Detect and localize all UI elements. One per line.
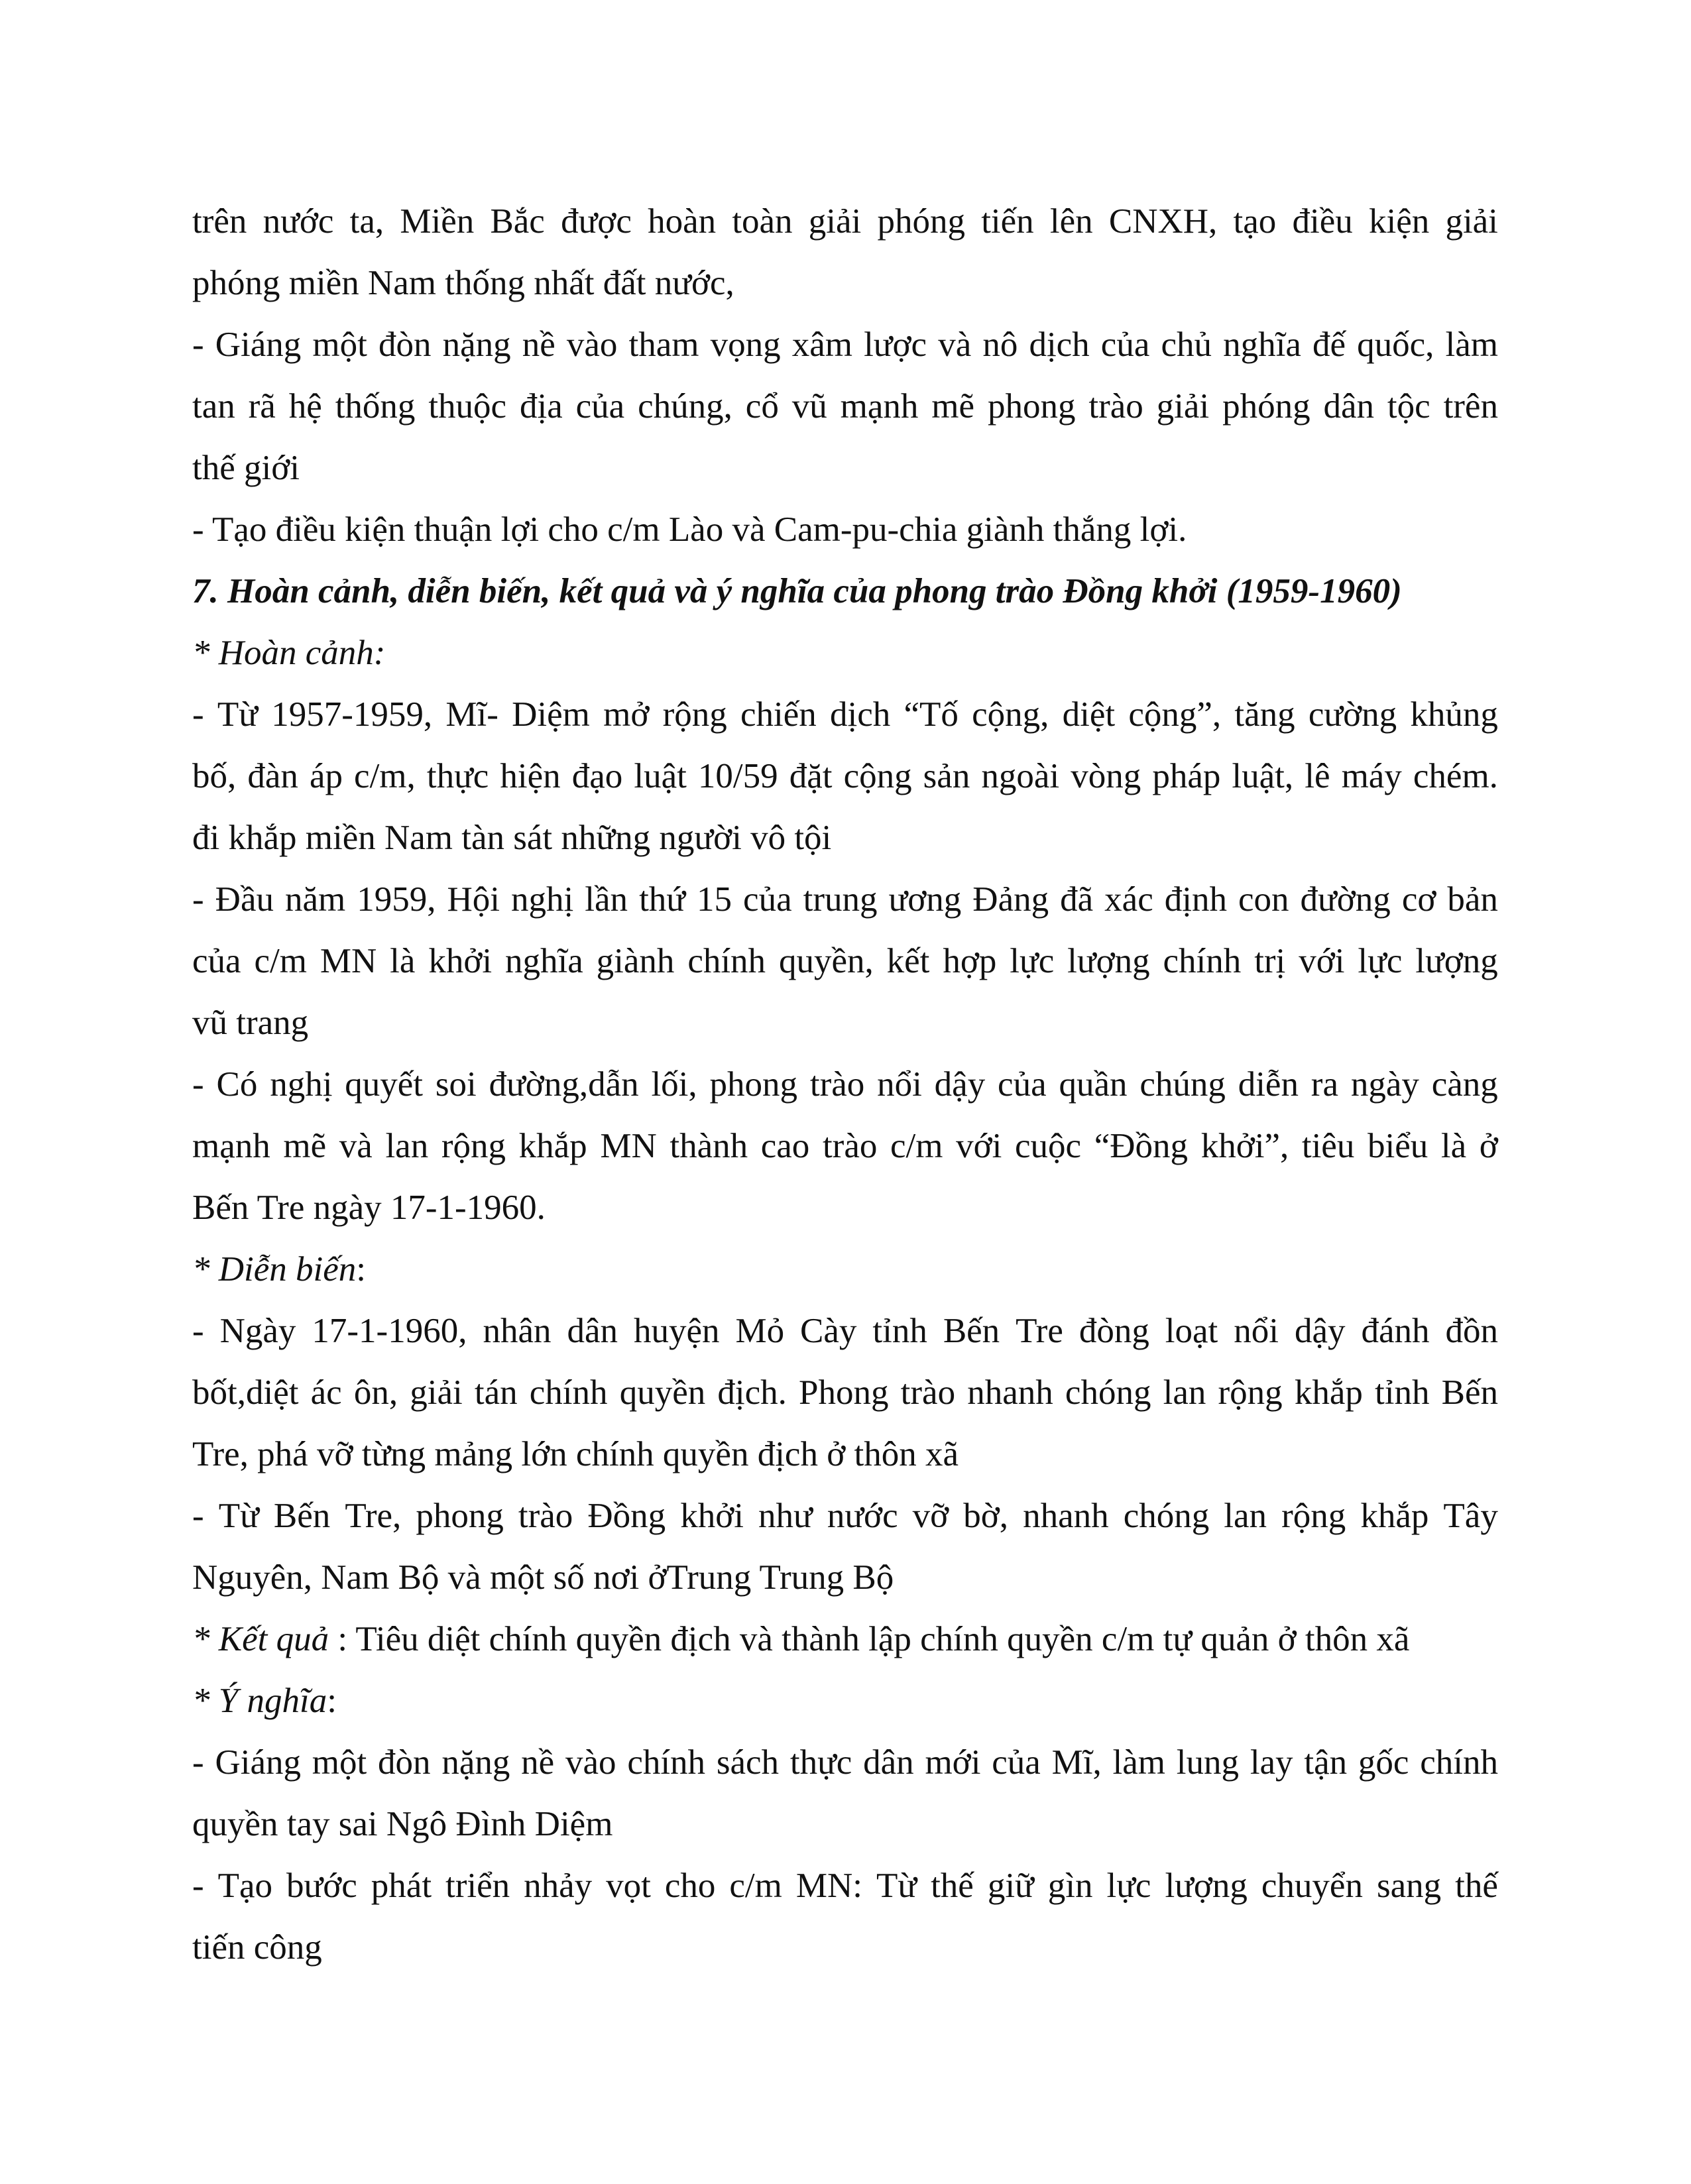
word: một: [312, 1743, 367, 1782]
word: nặng: [442, 325, 511, 364]
word: tỉnh: [872, 1312, 927, 1350]
word: nghị: [270, 1065, 333, 1104]
word: Tre: [1016, 1312, 1063, 1350]
word: lần: [585, 880, 628, 919]
word: giữ: [987, 1867, 1034, 1905]
word: bố,: [192, 757, 237, 795]
word: c/m: [890, 1127, 943, 1165]
subsection-label-hoan-canh: * Hoàn cảnh:: [192, 634, 386, 672]
text-line: vũ trang: [192, 1004, 309, 1042]
word: rộng: [1218, 1373, 1283, 1412]
word: chiến: [740, 695, 817, 734]
text-line: Tre, phá vỡ từng mảng lớn chính quyền địch ở thôn xã: [192, 1435, 959, 1473]
text-line: [192, 191, 1498, 253]
word: nhảy: [524, 1867, 593, 1905]
word: trào: [809, 1065, 865, 1104]
word: luật: [634, 757, 687, 795]
word: Bến: [943, 1312, 1000, 1350]
word: địa: [519, 387, 563, 426]
word: -: [192, 325, 204, 364]
word: lê: [1305, 757, 1330, 795]
word: Bắc: [490, 202, 545, 241]
word: của: [992, 1743, 1041, 1782]
word: kết: [886, 942, 930, 980]
word: mở: [603, 695, 650, 734]
word: nổi: [1234, 1312, 1279, 1350]
text-line: thế giới: [192, 449, 300, 487]
document-body: [192, 191, 1498, 1979]
word: dịch: [830, 695, 891, 734]
word: nước: [827, 1497, 898, 1535]
word: quần: [1059, 1065, 1128, 1104]
word: chóng: [1123, 1497, 1210, 1535]
word: gốc: [1358, 1743, 1409, 1782]
word: khắp: [518, 1127, 587, 1165]
word: vọng: [710, 325, 781, 364]
word: Có: [216, 1065, 258, 1104]
word: rã: [248, 387, 276, 426]
text-line: [192, 746, 1498, 807]
word: nghị: [511, 880, 574, 919]
word: thế: [931, 1867, 974, 1905]
word: thống: [335, 387, 416, 426]
text-line: [192, 931, 1498, 992]
word: lan: [1224, 1497, 1267, 1535]
word: đặt: [789, 757, 833, 795]
word: lượng: [1067, 942, 1150, 980]
word: điều: [1292, 202, 1353, 241]
word: cho: [664, 1867, 716, 1905]
word: ác: [310, 1373, 342, 1412]
text-line: [192, 684, 1498, 746]
word: cộng: [843, 757, 912, 795]
word: thành: [670, 1127, 748, 1165]
word: chúng: [1139, 1065, 1226, 1104]
word: như: [758, 1497, 813, 1535]
word: Đầu: [215, 880, 274, 919]
word: nặng: [441, 1743, 510, 1782]
word: cộng”,: [1128, 695, 1222, 734]
word: Giáng: [215, 325, 302, 364]
word: làm: [1112, 1743, 1165, 1782]
word: lực: [1010, 942, 1055, 980]
word: chính: [687, 942, 766, 980]
subsection-label-dien-bien: [192, 1239, 1498, 1300]
text-line: đi khắp miền Nam tàn sát những người vô tội: [192, 819, 832, 857]
word: đường: [1300, 880, 1391, 919]
word: Tạo: [217, 1867, 273, 1905]
word: Phong: [799, 1373, 889, 1412]
word: MN: [600, 1127, 657, 1165]
word: Tây: [1443, 1497, 1498, 1535]
word: là: [390, 942, 416, 980]
text-line: [192, 1116, 1498, 1177]
word: trung: [803, 880, 878, 919]
word: phóng: [1222, 387, 1311, 426]
word: vọt: [606, 1867, 651, 1905]
word: hoàn: [648, 202, 717, 241]
text-line: [192, 376, 1498, 437]
word: ôn,: [353, 1373, 398, 1412]
word: vỡ: [912, 1497, 949, 1535]
subsection-label-y-nghia: [192, 1670, 1498, 1732]
word: chúng,: [638, 387, 732, 426]
word: lượng: [1165, 1867, 1248, 1905]
word: diệt: [1062, 695, 1116, 734]
word: c/m: [729, 1867, 782, 1905]
word: tán: [474, 1373, 518, 1412]
ket-qua-line: [192, 1609, 1498, 1670]
word: -: [192, 695, 204, 734]
word: bước: [286, 1867, 357, 1905]
word: ương: [888, 880, 962, 919]
text-line: [192, 869, 1498, 931]
word: sản: [923, 757, 970, 795]
word: phong: [416, 1497, 504, 1535]
text-line: [192, 1485, 1498, 1547]
word: Từ: [218, 1497, 259, 1535]
word: kiện: [1368, 202, 1430, 241]
word: ở: [1479, 1127, 1498, 1165]
word: cuộc: [1015, 1127, 1082, 1165]
word: vào: [566, 325, 618, 364]
word: cao: [760, 1127, 810, 1165]
word: nghĩa: [505, 942, 583, 980]
word: đế: [1312, 325, 1346, 364]
word: rộng: [441, 1127, 506, 1165]
word: xâm: [791, 325, 852, 364]
word: hệ: [288, 387, 322, 426]
word: chính: [529, 1373, 608, 1412]
word: càng: [1431, 1065, 1498, 1104]
text-line: [192, 1732, 1498, 1794]
word: Tre,: [345, 1497, 402, 1535]
word: mẽ: [283, 1127, 327, 1165]
word: tộc: [1387, 387, 1430, 426]
word: sách: [716, 1743, 780, 1782]
word: luật,: [1232, 757, 1294, 795]
word: trên: [1443, 387, 1498, 426]
word: khởi: [680, 1497, 744, 1535]
word: đòn: [378, 1743, 431, 1782]
word: lực: [1358, 942, 1403, 980]
word: dân: [567, 1312, 618, 1350]
word: lượng: [1415, 942, 1498, 980]
word: con: [1238, 880, 1289, 919]
word: lay: [1250, 1743, 1293, 1782]
y-nghia-label: * Ý nghĩa: [192, 1682, 327, 1720]
word: ta,: [349, 202, 384, 241]
word: mạnh: [192, 1127, 270, 1165]
word: lên: [1049, 202, 1093, 241]
word: 17-1-1960,: [312, 1312, 467, 1350]
word: gìn: [1047, 1867, 1093, 1905]
word: MN: [320, 942, 377, 980]
word: ra: [1311, 1065, 1338, 1104]
word: nước: [262, 202, 334, 241]
word: tạo: [1233, 202, 1277, 241]
dien-bien-label: * Diễn biến: [192, 1250, 357, 1289]
word: bản: [1447, 880, 1498, 919]
word: cổ: [745, 387, 779, 426]
text-line: Nguyên, Nam Bộ và một số nơi ởTrung Trung Bộ: [192, 1558, 894, 1597]
word: bốt,diệt: [192, 1373, 299, 1412]
word: dân: [1323, 387, 1374, 426]
text-line: [192, 314, 1498, 376]
word: chuyển: [1261, 1867, 1363, 1905]
word: Đảng: [972, 880, 1049, 919]
word: 15: [697, 880, 732, 919]
word: làm: [1445, 325, 1498, 364]
word: hiện: [500, 757, 561, 795]
text-line: Bến Tre ngày 17-1-1960.: [192, 1188, 546, 1227]
word: Miền: [400, 202, 475, 241]
word: nghĩa: [1223, 325, 1301, 364]
word: nề: [521, 1743, 555, 1782]
word: năm: [285, 880, 346, 919]
word: lược: [864, 325, 927, 364]
word: Mĩ,: [1051, 1743, 1102, 1782]
text-line: [192, 1300, 1498, 1362]
word: trào: [518, 1497, 573, 1535]
word: xác: [1104, 880, 1153, 919]
word: thứ: [639, 880, 686, 919]
word: tiến: [981, 202, 1034, 241]
word: cường: [1308, 695, 1397, 734]
word: với: [1299, 942, 1345, 980]
word: giải: [808, 202, 862, 241]
word: vũ: [791, 387, 827, 426]
word: dậy: [1294, 1312, 1346, 1350]
word: huyện: [633, 1312, 720, 1350]
word: Diệm: [512, 695, 590, 734]
word: là: [1440, 1127, 1467, 1165]
text-line: - Tạo điều kiện thuận lợi cho c/m Lào và Cam-pu-chia giành thắng lợi.: [192, 510, 1187, 549]
word: tan: [192, 387, 235, 426]
y-nghia-colon: :: [327, 1682, 337, 1720]
word: định: [1164, 880, 1227, 919]
word: bờ,: [963, 1497, 1009, 1535]
word: với: [956, 1127, 1002, 1165]
word: khủng: [1410, 695, 1498, 734]
section-heading: 7. Hoàn cảnh, diễn biến, kết quả và ý nghĩa của phong trào Đồng khởi (1959-1960): [192, 572, 1402, 610]
word: quốc,: [1357, 325, 1434, 364]
word: quyền,: [778, 942, 874, 980]
word: tận: [1304, 1743, 1348, 1782]
word: nhanh: [1023, 1497, 1109, 1535]
word: đòng: [1079, 1312, 1149, 1350]
text-line: [192, 1855, 1498, 1917]
word: giải: [1445, 202, 1498, 241]
word: Bến: [1441, 1373, 1498, 1412]
word: địch.: [717, 1373, 787, 1412]
word: vào: [565, 1743, 616, 1782]
word: phong: [987, 387, 1076, 426]
word: lan: [385, 1127, 429, 1165]
word: được: [561, 202, 632, 241]
word: -: [192, 1867, 204, 1905]
word: chóng: [1065, 1373, 1151, 1412]
word: 10/59: [697, 757, 778, 795]
word: rộng: [1281, 1497, 1346, 1535]
word: c/m: [254, 942, 307, 980]
word: của: [575, 387, 625, 426]
word: biểu: [1367, 1127, 1429, 1165]
word: -: [192, 1312, 204, 1350]
word: lan: [1163, 1373, 1206, 1412]
word: ngoài: [981, 757, 1060, 795]
word: nhanh: [967, 1373, 1053, 1412]
word: pháp: [1152, 757, 1221, 795]
word: mẽ: [931, 387, 975, 426]
word: tỉnh: [1375, 1373, 1430, 1412]
word: trào: [822, 1127, 878, 1165]
word: của: [1100, 325, 1150, 364]
word: đã: [1060, 880, 1094, 919]
word: dịch: [1029, 325, 1090, 364]
word: -: [192, 1743, 204, 1782]
word: 1959,: [357, 880, 436, 919]
word: Cày: [800, 1312, 857, 1350]
word: khởi”,: [1200, 1127, 1289, 1165]
word: hợp: [943, 942, 997, 980]
word: lối,: [651, 1065, 697, 1104]
word: khắp: [1294, 1373, 1363, 1412]
word: của: [192, 942, 241, 980]
text-line: tiến công: [192, 1928, 322, 1967]
word: giải: [410, 1373, 463, 1412]
ket-qua-text: : Tiêu diệt chính quyền địch và thành lập chính quyền c/m tự quản ở thôn xã: [329, 1620, 1410, 1658]
word: nổi: [877, 1065, 922, 1104]
word: Bến: [273, 1497, 331, 1535]
word: cộng,: [972, 695, 1049, 734]
word: Đồng: [587, 1497, 666, 1535]
word: lực: [1106, 1867, 1151, 1905]
word: -: [192, 880, 204, 919]
word: một: [312, 325, 367, 364]
word: thuộc: [428, 387, 507, 426]
word: -: [192, 1497, 204, 1535]
word: trào: [900, 1373, 956, 1412]
word: nề: [522, 325, 555, 364]
word: và: [938, 325, 972, 364]
word: quyền: [619, 1373, 706, 1412]
word: toàn: [732, 202, 793, 241]
word: khắp: [1360, 1497, 1429, 1535]
word: Từ: [217, 695, 258, 734]
word: triển: [445, 1867, 510, 1905]
word: “Tố: [904, 695, 959, 734]
word: 1957-1959,: [271, 695, 433, 734]
word: mới: [925, 1743, 981, 1782]
word: và: [339, 1127, 373, 1165]
word: vòng: [1071, 757, 1141, 795]
word: trị: [1254, 942, 1286, 980]
word: rộng: [662, 695, 727, 734]
word: Hội: [447, 880, 500, 919]
word: quyết: [345, 1065, 424, 1104]
word: nô: [982, 325, 1018, 364]
word: chém.: [1413, 757, 1498, 795]
word: tăng: [1234, 695, 1295, 734]
word: CNXH,: [1108, 202, 1218, 241]
word: -: [192, 1065, 204, 1104]
word: Mỏ: [735, 1312, 785, 1350]
word: đường,dẫn: [489, 1065, 639, 1104]
word: MN:: [795, 1867, 862, 1905]
word: cơ: [1401, 880, 1436, 919]
word: chủ: [1161, 325, 1212, 364]
word: thực: [789, 1743, 852, 1782]
text-line: phóng miền Nam thống nhất đất nước,: [192, 264, 734, 302]
word: tiêu: [1301, 1127, 1355, 1165]
word: Mĩ-: [445, 695, 498, 734]
word: mạnh: [840, 387, 919, 426]
word: của: [998, 1065, 1047, 1104]
word: đạo: [571, 757, 623, 795]
word: giành: [596, 942, 675, 980]
word: đàn: [247, 757, 298, 795]
word: chính: [1420, 1743, 1498, 1782]
word: diễn: [1238, 1065, 1299, 1104]
dien-bien-colon: :: [356, 1250, 367, 1289]
word: loạt: [1165, 1312, 1218, 1350]
word: tham: [628, 325, 699, 364]
word: dậy: [934, 1065, 986, 1104]
word: lung: [1176, 1743, 1240, 1782]
word: của: [743, 880, 792, 919]
word: chính: [1163, 942, 1242, 980]
word: nhân: [483, 1312, 552, 1350]
word: c/m,: [354, 757, 416, 795]
word: ngày: [1350, 1065, 1419, 1104]
word: thực: [426, 757, 489, 795]
word: soi: [435, 1065, 477, 1104]
word: trên: [192, 202, 247, 241]
word: đánh: [1361, 1312, 1430, 1350]
word: máy: [1341, 757, 1402, 795]
word: đồn: [1445, 1312, 1498, 1350]
word: “Đồng: [1094, 1127, 1189, 1165]
word: phát: [371, 1867, 432, 1905]
ket-qua-label: * Kết quả: [192, 1620, 329, 1658]
word: áp: [309, 757, 343, 795]
text-line: [192, 1054, 1498, 1116]
word: trào: [1088, 387, 1143, 426]
text-line: [192, 1362, 1498, 1424]
word: Ngày: [219, 1312, 296, 1350]
text-line: quyền tay sai Ngô Đình Diệm: [192, 1805, 613, 1843]
word: giải: [1156, 387, 1210, 426]
word: dân: [863, 1743, 914, 1782]
word: đòn: [378, 325, 432, 364]
word: chính: [627, 1743, 706, 1782]
word: phong: [709, 1065, 797, 1104]
word: Từ: [876, 1867, 917, 1905]
word: Giáng: [215, 1743, 301, 1782]
word: sang: [1376, 1867, 1442, 1905]
word: thế: [1455, 1867, 1498, 1905]
word: phóng: [877, 202, 965, 241]
word: khởi: [428, 942, 493, 980]
